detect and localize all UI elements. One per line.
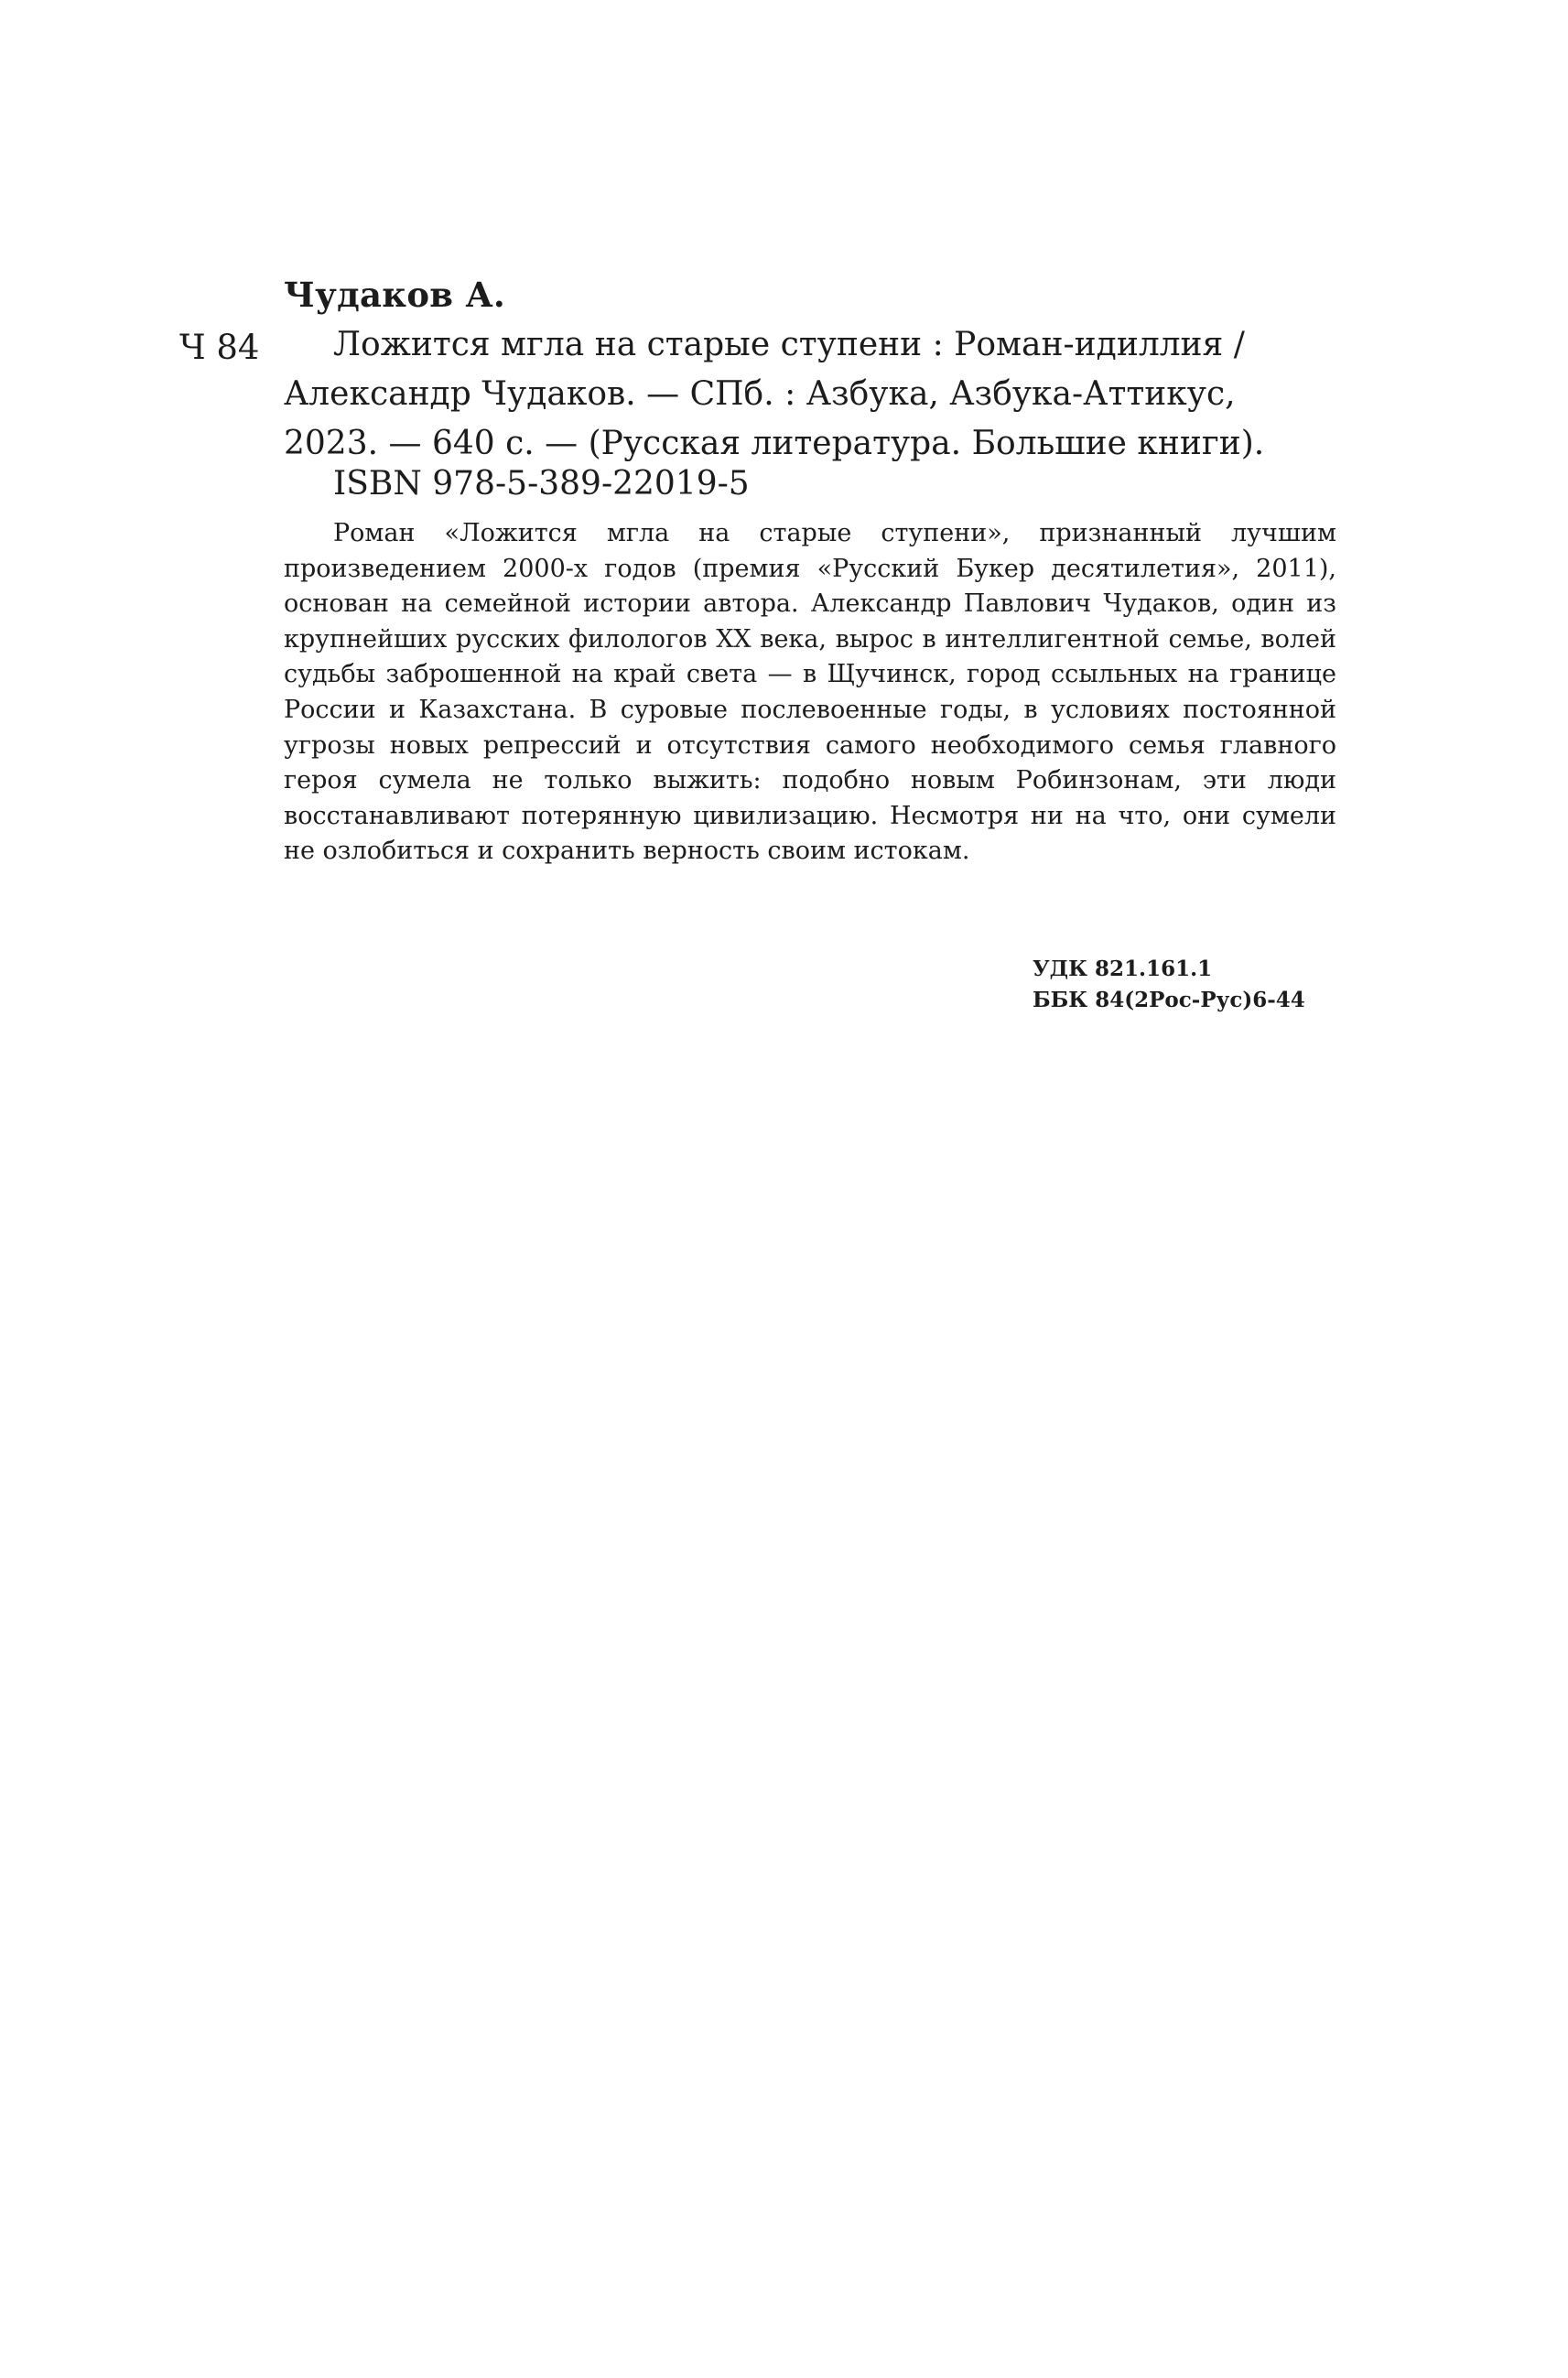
author-heading: Чудаков А. <box>284 275 506 315</box>
author-mark: Ч 84 <box>179 328 260 367</box>
annotation-paragraph: Роман «Ложится мгла на старые ступени», признанный лучшим произведением 2000-х годов (премия «Русский Букер десятилетия», 2011), основан на семейной истории автора. Александр Павлович Чудаков, один из крупнейших русских филологов XX века, вырос в интеллигентной семье, волей судьбы заброшенной на край света — в Щучинск, город ссыльных на границе России и Казахстана. В суровые послевоенные годы, в условиях постоянной угрозы новых репрессий и отсутствия самого необходимого семья главного героя сумела не только выжить: подобно новым Робинзонам, эти люди восстанавливают потерянную цивилизацию. Несмотря ни на что, они сумели не озлобиться и сохранить верность своим истокам. <box>284 519 1336 866</box>
title-line: Ложится мгла на старые ступени : Роман-идиллия / <box>333 326 1245 363</box>
isbn-line: ISBN 978-5-389-22019-5 <box>333 465 750 503</box>
udk-code: УДК 821.161.1 <box>1033 957 1213 981</box>
publication-details: Александр Чудаков. — СПб. : Азбука, Азбука-Аттикус, 2023. — 640 с. — (Русская литература. Большие книги). <box>284 375 1265 462</box>
classification-codes <box>1033 954 1305 1016</box>
bibliographic-description <box>284 320 1336 469</box>
bbk-code: ББК 84(2Рос-Рус)6-44 <box>1033 988 1305 1012</box>
